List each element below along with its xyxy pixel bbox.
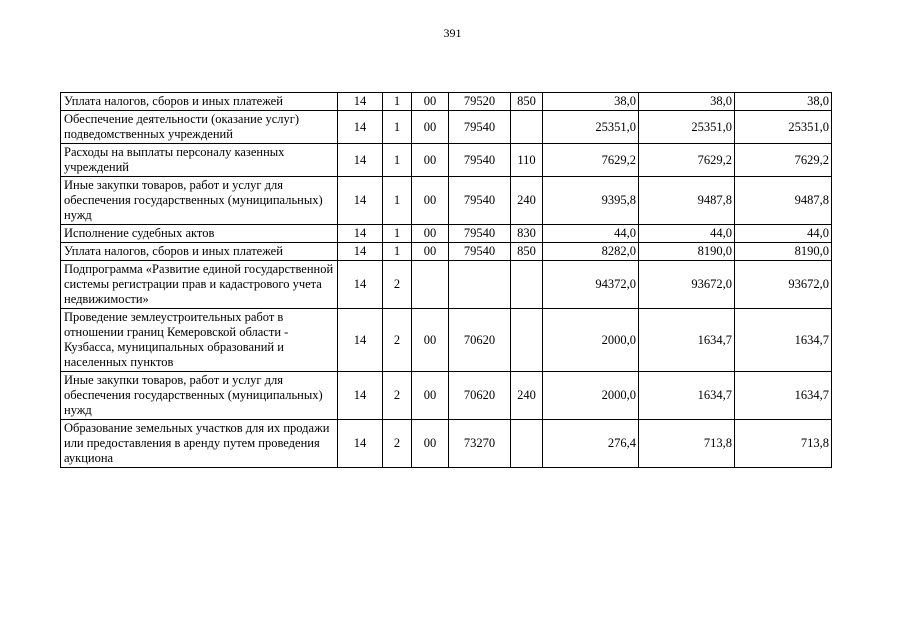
- program-cell: 00: [412, 309, 449, 372]
- row-name-cell: Расходы на выплаты персоналу казенных учреждений: [61, 144, 338, 177]
- section-cell: 14: [338, 93, 383, 111]
- table-row: [61, 111, 832, 144]
- direction-cell: 70620: [449, 309, 511, 372]
- table-row: [61, 93, 832, 111]
- section-cell: 14: [338, 177, 383, 225]
- table-row: [61, 372, 832, 420]
- subsection-cell: 1: [383, 111, 412, 144]
- subsection-cell: 2: [383, 309, 412, 372]
- direction-cell: 79540: [449, 111, 511, 144]
- row-name-cell: Иные закупки товаров, работ и услуг для обеспечения государственных (муниципальных) нужд: [61, 177, 338, 225]
- amount-year2-cell: 7629,2: [639, 144, 735, 177]
- expense-type-cell: 110: [511, 144, 543, 177]
- amount-year3-cell: 1634,7: [735, 372, 832, 420]
- expense-type-cell: 850: [511, 93, 543, 111]
- program-cell: 00: [412, 111, 449, 144]
- program-cell: 00: [412, 243, 449, 261]
- amount-year1-cell: 276,4: [543, 420, 639, 468]
- amount-year2-cell: 1634,7: [639, 309, 735, 372]
- amount-year1-cell: 2000,0: [543, 372, 639, 420]
- amount-year3-cell: 7629,2: [735, 144, 832, 177]
- direction-cell: [449, 261, 511, 309]
- amount-year2-cell: 44,0: [639, 225, 735, 243]
- table-row: [61, 243, 832, 261]
- page-number: 391: [443, 26, 462, 40]
- program-cell: 00: [412, 225, 449, 243]
- amount-year3-cell: 713,8: [735, 420, 832, 468]
- amount-year3-cell: 44,0: [735, 225, 832, 243]
- row-name-cell: Иные закупки товаров, работ и услуг для обеспечения государственных (муниципальных) нужд: [61, 372, 338, 420]
- expense-type-cell: 830: [511, 225, 543, 243]
- direction-cell: 73270: [449, 420, 511, 468]
- program-cell: 00: [412, 144, 449, 177]
- section-cell: 14: [338, 309, 383, 372]
- section-cell: 14: [338, 243, 383, 261]
- table-row: [61, 144, 832, 177]
- amount-year2-cell: 713,8: [639, 420, 735, 468]
- direction-cell: 79540: [449, 225, 511, 243]
- subsection-cell: 2: [383, 420, 412, 468]
- amount-year1-cell: 38,0: [543, 93, 639, 111]
- program-cell: 00: [412, 93, 449, 111]
- table-row: [61, 420, 832, 468]
- row-name-cell: Подпрограмма «Развитие единой государственной системы регистрации прав и кадастрового учета недвижимости»: [61, 261, 338, 309]
- table-body: [61, 93, 832, 468]
- direction-cell: 79540: [449, 177, 511, 225]
- expense-type-cell: 240: [511, 372, 543, 420]
- expense-type-cell: 850: [511, 243, 543, 261]
- amount-year2-cell: 8190,0: [639, 243, 735, 261]
- amount-year3-cell: 9487,8: [735, 177, 832, 225]
- expense-type-cell: 240: [511, 177, 543, 225]
- amount-year1-cell: 44,0: [543, 225, 639, 243]
- amount-year3-cell: 38,0: [735, 93, 832, 111]
- program-cell: 00: [412, 177, 449, 225]
- row-name-cell: Образование земельных участков для их продажи или предоставления в аренду путем проведения аукциона: [61, 420, 338, 468]
- amount-year2-cell: 38,0: [639, 93, 735, 111]
- amount-year3-cell: 8190,0: [735, 243, 832, 261]
- section-cell: 14: [338, 111, 383, 144]
- program-cell: 00: [412, 420, 449, 468]
- section-cell: 14: [338, 420, 383, 468]
- section-cell: 14: [338, 261, 383, 309]
- row-name-cell: Уплата налогов, сборов и иных платежей: [61, 243, 338, 261]
- amount-year1-cell: 25351,0: [543, 111, 639, 144]
- direction-cell: 79540: [449, 243, 511, 261]
- subsection-cell: 2: [383, 372, 412, 420]
- expense-type-cell: [511, 111, 543, 144]
- table-row: [61, 261, 832, 309]
- amount-year1-cell: 2000,0: [543, 309, 639, 372]
- subsection-cell: 2: [383, 261, 412, 309]
- program-cell: [412, 261, 449, 309]
- section-cell: 14: [338, 225, 383, 243]
- section-cell: 14: [338, 144, 383, 177]
- subsection-cell: 1: [383, 177, 412, 225]
- direction-cell: 79540: [449, 144, 511, 177]
- amount-year2-cell: 93672,0: [639, 261, 735, 309]
- subsection-cell: 1: [383, 144, 412, 177]
- amount-year1-cell: 94372,0: [543, 261, 639, 309]
- amount-year1-cell: 8282,0: [543, 243, 639, 261]
- amount-year3-cell: 1634,7: [735, 309, 832, 372]
- budget-table: [60, 92, 832, 468]
- subsection-cell: 1: [383, 93, 412, 111]
- expense-type-cell: [511, 309, 543, 372]
- amount-year1-cell: 9395,8: [543, 177, 639, 225]
- expense-type-cell: [511, 261, 543, 309]
- subsection-cell: 1: [383, 225, 412, 243]
- table-row: [61, 225, 832, 243]
- row-name-cell: Исполнение судебных актов: [61, 225, 338, 243]
- row-name-cell: Проведение землеустроительных работ в отношении границ Кемеровской области - Кузбасса, муниципальных образований и населенных пунктов: [61, 309, 338, 372]
- subsection-cell: 1: [383, 243, 412, 261]
- expense-type-cell: [511, 420, 543, 468]
- amount-year2-cell: 9487,8: [639, 177, 735, 225]
- table-row: [61, 309, 832, 372]
- direction-cell: 70620: [449, 372, 511, 420]
- amount-year2-cell: 25351,0: [639, 111, 735, 144]
- amount-year3-cell: 93672,0: [735, 261, 832, 309]
- direction-cell: 79520: [449, 93, 511, 111]
- row-name-cell: Уплата налогов, сборов и иных платежей: [61, 93, 338, 111]
- amount-year1-cell: 7629,2: [543, 144, 639, 177]
- table-row: [61, 177, 832, 225]
- amount-year3-cell: 25351,0: [735, 111, 832, 144]
- program-cell: 00: [412, 372, 449, 420]
- amount-year2-cell: 1634,7: [639, 372, 735, 420]
- section-cell: 14: [338, 372, 383, 420]
- row-name-cell: Обеспечение деятельности (оказание услуг) подведомственных учреждений: [61, 111, 338, 144]
